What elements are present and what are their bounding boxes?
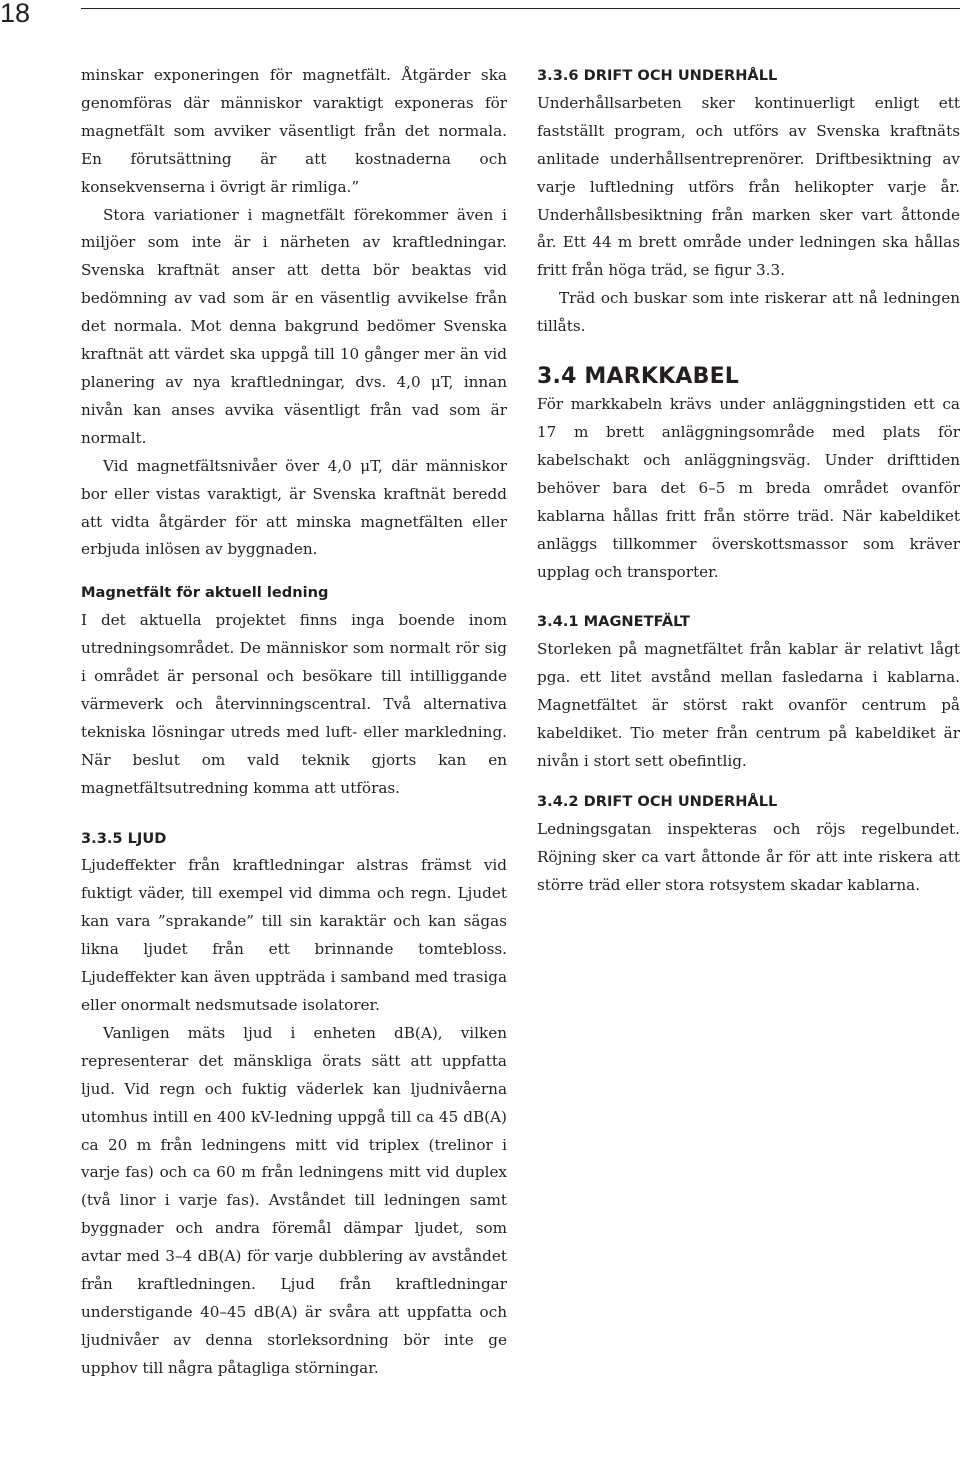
heading-3-4-1-magnetfalt: 3.4.1 MAGNETFÄLT (537, 613, 690, 631)
right-column (537, 62, 960, 899)
body-paragraph: Ljudeffekter från kraftledningar alstras främst vid fuktigt väder, till exempel vid dimma och regn. Ljudet kan vara ”sprakande” till sin karaktär och kan sägas likna ljudet från ett brinnande tomtebloss. Ljudeffekter kan även uppträda i samband med trasiga eller onormalt nedsmutsade isolatorer. (81, 856, 507, 1014)
body-paragraph: Ledningsgatan inspekteras och röjs regelbundet. Röjning sker ca vart åttonde år för att inte riskera att större träd eller stora rotsystem skadar kablarna. (537, 819, 960, 894)
page-number: 18 (0, 0, 31, 28)
left-column (81, 62, 507, 1383)
body-paragraph: minskar exponeringen för magnetfält. Åtgärder ska genomföras där människor varaktigt exponeras för magnetfält som avviker väsentligt från det normala. En förutsättning är att kostnaderna och konsekvenserna i övrigt är rimliga.” (81, 66, 507, 196)
subheading-magnetfalt-aktuell-ledning: Magnetfält för aktuell ledning (81, 584, 329, 602)
heading-3-3-5-ljud: 3.3.5 LJUD (81, 829, 167, 847)
heading-3-3-6-drift-och-underhall: 3.3.6 DRIFT OCH UNDERHÅLL (537, 67, 778, 84)
heading-3-4-markkabel: 3.4 MARKKABEL (537, 364, 740, 390)
body-paragraph: För markkabeln krävs under anläggningstiden ett ca 17 m brett anläggningsområde med plats för kabelschakt och anläggningsväg. Under drifttiden behöver bara det 6–5 m breda området ovanför kablarna hållas fritt från större träd. När kabeldiket anläggs tillkommer överskottsmassor som kräver upplag och transporter. (537, 395, 960, 581)
heading-3-4-2-drift-och-underhall: 3.4.2 DRIFT OCH UNDERHÅLL (537, 792, 778, 810)
body-paragraph: Underhållsarbeten sker kontinuerligt enligt ett fastställt program, och utförs av Svenska kraftnäts anlitade underhållsentreprenörer. Driftbesiktning av varje luftledning utförs från helikopter varje år. Underhållsbesiktning från marken sker vart åttonde år. Ett 44 m brett område under ledningen ska hållas fritt från höga träd, se figur 3.3. (537, 93, 960, 280)
body-paragraph: I det aktuella projektet finns inga boende inom utredningsområdet. De människor som normalt rör sig i området är personal och besökare till intilliggande värmeverk och återvinningscentral. Två alternativa tekniska lösningar utreds med luft- eller markledning. När beslut om vald teknik gjorts kan en magnetfältsutredning komma att utföras. (81, 611, 507, 797)
body-paragraph: Stora variationer i magnetfält förekommer även i miljöer som inte är i närheten av kraftledningar. Svenska kraftnät anser att detta bör beaktas vid bedömning av vad som är en väsentlig avvikelse från det normala. Mot denna bakgrund bedömer Svenska kraftnät att värdet ska uppgå till 10 gånger mer än vid planering av nya kraftledningar, dvs. 4,0 μT, innan nivån kan anses avvika väsentligt från vad som är normalt. (81, 205, 507, 447)
body-paragraph: Vanligen mäts ljud i enheten dB(A), vilken representerar det mänskliga örats sätt att uppfatta ljud. Vid regn och fuktig väderlek kan ljudnivåerna utomhus intill en 400 kV-ledning uppgå till ca 45 dB(A) ca 20 m från ledningens mitt vid triplex (trelinor i varje fas) och ca 60 m från ledningens mitt vid duplex (två linor i varje fas). Avståndet till ledningen samt byggnader och andra föremål dämpar ljudet, som avtar med 3–4 dB(A) för varje dubblering av avståndet från kraftledningen. Ljud från kraftledningar understigande 40–45 dB(A) är svåra att uppfatta och ljudnivåer av denna storleksordning bör inte ge upphov till några påtagliga störningar. (81, 1023, 507, 1377)
body-paragraph: Vid magnetfältsnivåer över 4,0 μT, där människor bor eller vistas varaktigt, är Svenska kraftnät beredd att vidta åtgärder för att minska magnetfälten eller erbjuda inlösen av byggnaden. (81, 456, 507, 559)
body-paragraph: Träd och buskar som inte riskerar att nå ledningen tillåts. (537, 289, 960, 336)
body-paragraph: Storleken på magnetfältet från kablar är relativt lågt pga. ett litet avstånd mellan fasledarna i kablarna. Magnetfältet är störst rakt ovanför centrum på kabeldiket. Tio meter från centrum på kabeldiket är nivån i stort sett obefintlig. (537, 640, 960, 770)
header-rule (81, 8, 960, 9)
